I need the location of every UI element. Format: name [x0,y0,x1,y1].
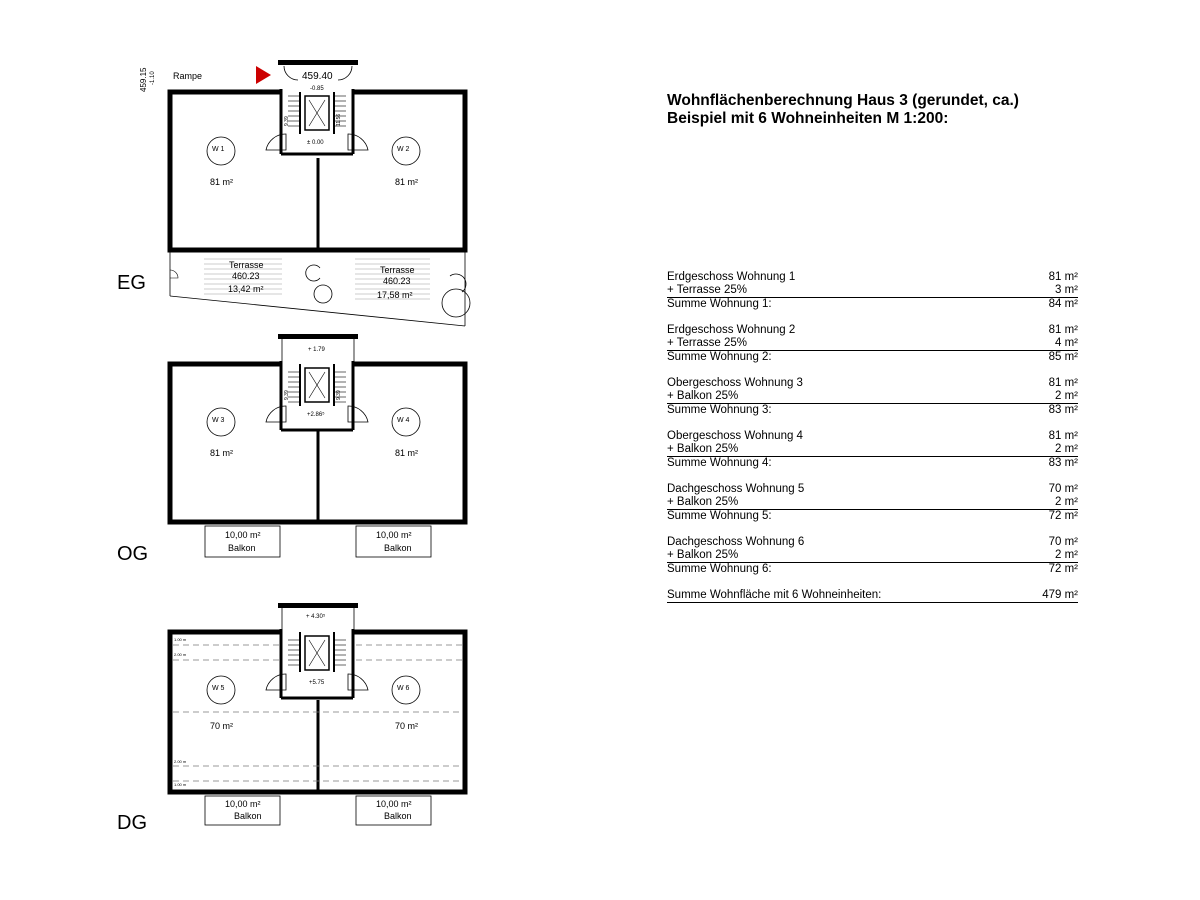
calc-row [667,483,1078,496]
calc-total-row [667,589,1078,603]
height-mark-3: 2.00 m [174,759,187,764]
calc-label: Summe Wohnung 6: [667,563,772,575]
calc-label: Dachgeschoss Wohnung 5 [667,483,805,495]
floor-label-dg: DG [117,812,147,834]
floor-label-og: OG [117,543,149,565]
calc-group-w3 [667,377,1078,417]
calc-label: Summe Wohnung 4: [667,457,772,469]
eg-stair-dim-right: 11.56 [336,113,342,126]
unit-name-w4: W 4 [397,417,410,424]
dg-stair-cap [278,603,358,608]
calc-value: 81 m² [1048,271,1078,283]
og-balcony-left-name: Balkon [228,543,256,553]
floor-plan-eg [170,60,470,326]
calc-row [667,549,1078,563]
entrance-level: 459.40 [302,71,333,82]
calc-value: 2 m² [1055,443,1078,455]
calc-label: + Balkon 25% [667,496,739,508]
page-title [667,92,1019,128]
calc-value: 70 m² [1048,536,1078,548]
calc-row [667,390,1078,404]
unit-name-w1: W 1 [212,146,225,153]
calc-value: 3 m² [1055,284,1078,296]
calc-sum-row [667,351,1078,364]
og-balcony-right-area: 10,00 m² [376,530,412,540]
og-stair-level-top: + 1.79 [308,347,325,353]
unit-area-w6: 70 m² [395,721,419,731]
unit-name-w2: W 2 [397,146,410,153]
og-stair-dim-left: 9.39 [284,390,290,400]
calc-row [667,377,1078,390]
eg-stair-level-top: -0.85 [310,86,324,92]
side-level-sub: -1.10 [150,71,156,85]
calc-total-label: Summe Wohnfläche mit 6 Wohneinheiten: [667,589,882,601]
og-balcony-right-name: Balkon [384,543,412,553]
calc-label: Summe Wohnung 3: [667,404,772,416]
calc-label: Summe Wohnung 2: [667,351,772,363]
calc-row [667,284,1078,298]
og-stair-level: +2.86⁵ [307,412,325,418]
eg-stair-dim-left: 9.39 [284,116,290,126]
title-line-1: Wohnflächenberechnung Haus 3 (gerundet, ca.) [667,92,1019,109]
calc-label: + Balkon 25% [667,443,739,455]
calc-label: Summe Wohnung 5: [667,510,772,522]
unit-area-w2: 81 m² [395,177,419,187]
entrance-arrow-icon [256,66,271,84]
terrace-right-area: 17,58 m² [377,290,413,300]
calc-label: Obergeschoss Wohnung 4 [667,430,803,442]
calc-value: 84 m² [1048,298,1078,310]
calc-value: 72 m² [1048,563,1078,575]
calc-label: Dachgeschoss Wohnung 6 [667,536,805,548]
calc-value: 70 m² [1048,483,1078,495]
calc-value: 85 m² [1048,351,1078,363]
calc-group-w5 [667,483,1078,523]
eg-stair-cap [278,60,358,65]
ramp-label: Rampe [173,71,203,81]
calc-row [667,337,1078,351]
calc-value: 81 m² [1048,324,1078,336]
calc-value: 72 m² [1048,510,1078,522]
og-balcony-left-area: 10,00 m² [225,530,261,540]
calc-label: + Terrasse 25% [667,337,748,349]
calc-label: + Balkon 25% [667,549,739,561]
unit-name-w6: W 6 [397,685,410,692]
height-mark-2: 2.00 m [174,652,187,657]
calc-row [667,430,1078,443]
unit-area-w4: 81 m² [395,448,419,458]
unit-area-w1: 81 m² [210,177,234,187]
terrace-left-level: 460.23 [232,271,260,281]
calc-value: 81 m² [1048,377,1078,389]
calc-row [667,271,1078,284]
floor-label-eg: EG [117,272,146,294]
terrace-left-area: 13,42 m² [228,284,264,294]
calc-value: 81 m² [1048,430,1078,442]
dg-balcony-left-name: Balkon [234,811,262,821]
calc-row [667,443,1078,457]
og-stair-dim-right: 9.39 [336,390,342,400]
floor-plan-og [170,334,465,557]
height-mark-4: 1.00 m [174,782,187,787]
calc-row [667,536,1078,549]
calc-value: 83 m² [1048,404,1078,416]
title-line-2: Beispiel mit 6 Wohneinheiten M 1:200: [667,110,949,127]
calc-sum-row [667,457,1078,470]
calc-group-w6 [667,536,1078,576]
eg-stair-level: ± 0.00 [307,140,324,146]
calc-label: Summe Wohnung 1: [667,298,772,310]
side-level: 459.15 [139,67,148,92]
calc-sum-row [667,510,1078,523]
calc-label: + Terrasse 25% [667,284,748,296]
floor-plan-dg [170,603,465,825]
terrace-right-name: Terrasse [380,265,415,275]
dg-stair-level-top: + 4.30⁵ [306,614,326,620]
dg-balcony-left-area: 10,00 m² [225,799,261,809]
calc-value: 2 m² [1055,496,1078,508]
dg-stair-level: +5.75 [309,680,325,686]
dg-balcony-right-name: Balkon [384,811,412,821]
unit-name-w5: W 5 [212,685,225,692]
unit-area-w5: 70 m² [210,721,234,731]
dg-balcony-right-area: 10,00 m² [376,799,412,809]
calc-label: Obergeschoss Wohnung 3 [667,377,803,389]
calc-row [667,324,1078,337]
og-stair-cap [278,334,358,339]
unit-name-w3: W 3 [212,417,225,424]
calc-group-w2 [667,324,1078,364]
unit-area-w3: 81 m² [210,448,234,458]
eg-terrace [170,252,470,326]
calc-sum-row [667,298,1078,311]
calc-value: 2 m² [1055,390,1078,402]
calc-label: Erdgeschoss Wohnung 1 [667,271,796,283]
height-mark-1: 1.00 m [174,637,187,642]
terrace-left-name: Terrasse [229,260,264,270]
calc-total-value: 479 m² [1042,589,1078,601]
calc-row [667,496,1078,510]
calc-label: Erdgeschoss Wohnung 2 [667,324,796,336]
calc-value: 83 m² [1048,457,1078,469]
eg-door-swing-left [284,66,298,80]
eg-door-swing-right [338,66,352,80]
calc-value: 2 m² [1055,549,1078,561]
calc-group-w4 [667,430,1078,470]
terrace-right-level: 460.23 [383,276,411,286]
calc-group-w1 [667,271,1078,311]
calc-label: + Balkon 25% [667,390,739,402]
calc-sum-row [667,404,1078,417]
calc-sum-row [667,563,1078,576]
area-calculation [667,271,1078,603]
calc-value: 4 m² [1055,337,1078,349]
